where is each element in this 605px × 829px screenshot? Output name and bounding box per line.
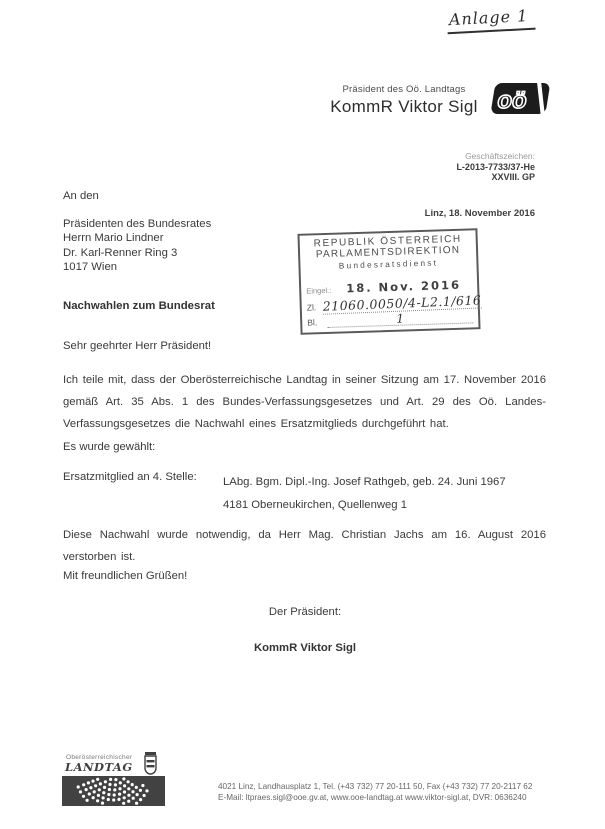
recipient-line: Dr. Karl-Renner Ring 3 (63, 246, 178, 259)
landtag-logo-small-text: Oberösterreichischer (66, 754, 133, 761)
footer-address-line: 4021 Linz, Landhausplatz 1, Tel. (+43 732) 77 20-111 50, Fax (+43 732) 77 20-2117 62 (218, 782, 533, 791)
election-result-label: Ersatzmitglied an 4. Stelle: (63, 471, 197, 483)
stamp-service: Bundesratsdienst (338, 257, 439, 271)
handwritten-anlage-note: Anlage 1 (446, 6, 535, 35)
landtag-logo-wordmark: LANDTAG (65, 760, 133, 774)
stamp-zl-handwritten: 21060.0050/4-L2.1/616 (322, 292, 482, 314)
election-result-value (223, 471, 506, 516)
reference-number: L-2013-7733/37-He (456, 161, 535, 172)
recipient-line: Herrn Mario Lindner (63, 232, 164, 244)
stamp-country: REPUBLIK ÖSTERREICH (313, 233, 462, 250)
subject-line: Nachwahlen zum Bundesrat (63, 300, 215, 312)
signature-name: KommR Viktor Sigl (253, 642, 357, 654)
closing-line: Mit freundlichen Grüßen! (63, 570, 188, 582)
sender-name: KommR Viktor Sigl (330, 97, 478, 116)
salutation: Sehr geehrter Herr Präsident! (63, 340, 212, 352)
stamp-received-label: Eingel.: (306, 285, 332, 296)
stamp-bl-label: Bl. (307, 317, 318, 328)
reference-label: Geschäftszeichen: (465, 151, 535, 161)
receipt-stamp (297, 228, 480, 335)
footer-contact-block (218, 781, 532, 803)
reference-block (385, 151, 535, 183)
place-date-line: Linz, 18. November 2016 (424, 208, 535, 219)
footer-email-line: E-Mail: ltpraes.sigl@ooe.gv.at, www.ooe-landtag.at www.viktor-sigl.at, DVR: 0636240 (218, 793, 527, 802)
body-paragraph-2: Es wurde gewählt: (63, 441, 156, 453)
recipient-line: 1017 Wien (63, 261, 118, 273)
stamp-zl-label: Zl. (306, 302, 317, 313)
body-paragraph-3: Diese Nachwahl wurde notwendig, da Herr Mag. Christian Jachs am 16. August 2016 verstorben ist. (63, 529, 546, 563)
recipient-address (63, 189, 211, 275)
elected-person-address: 4181 Oberneukirchen, Quellenweg 1 (223, 498, 408, 511)
recipient-line: Präsidenten des Bundesrates (63, 217, 212, 230)
reference-period: XXVIII. GP (491, 172, 535, 182)
landtag-logo-seating-dots (62, 776, 165, 811)
elected-person-line: LAbg. Bgm. Dipl.-Ing. Josef Rathgeb, geb. 24. Juni 1967 (223, 476, 506, 488)
ooe-land-logo-icon (483, 79, 557, 124)
stamp-bl-handwritten: 1 (327, 311, 473, 328)
sender-role: Präsident des Oö. Landtags (342, 84, 466, 95)
stamp-directorate: PARLAMENTSDIREKTION (315, 244, 461, 261)
recipient-intro: An den (63, 190, 99, 202)
signature-title: Der Präsident: (268, 606, 342, 618)
body-paragraph-1: Ich teile mit, dass der Oberösterreichische Landtag in seiner Sitzung am 17. November 2016 gemäß Art. 35 Abs. 1 des Bundes-Verfassungsgesetzes und Art. 29 des Oö. Landes-Verfassungsgesetzes die Nachwahl eines Ersatzmitglieds durchgeführt hat. (63, 374, 546, 430)
logo-text: oö (495, 87, 530, 114)
letterhead (326, 84, 482, 117)
stamp-received-date: 18. Nov. 2016 (345, 277, 462, 296)
